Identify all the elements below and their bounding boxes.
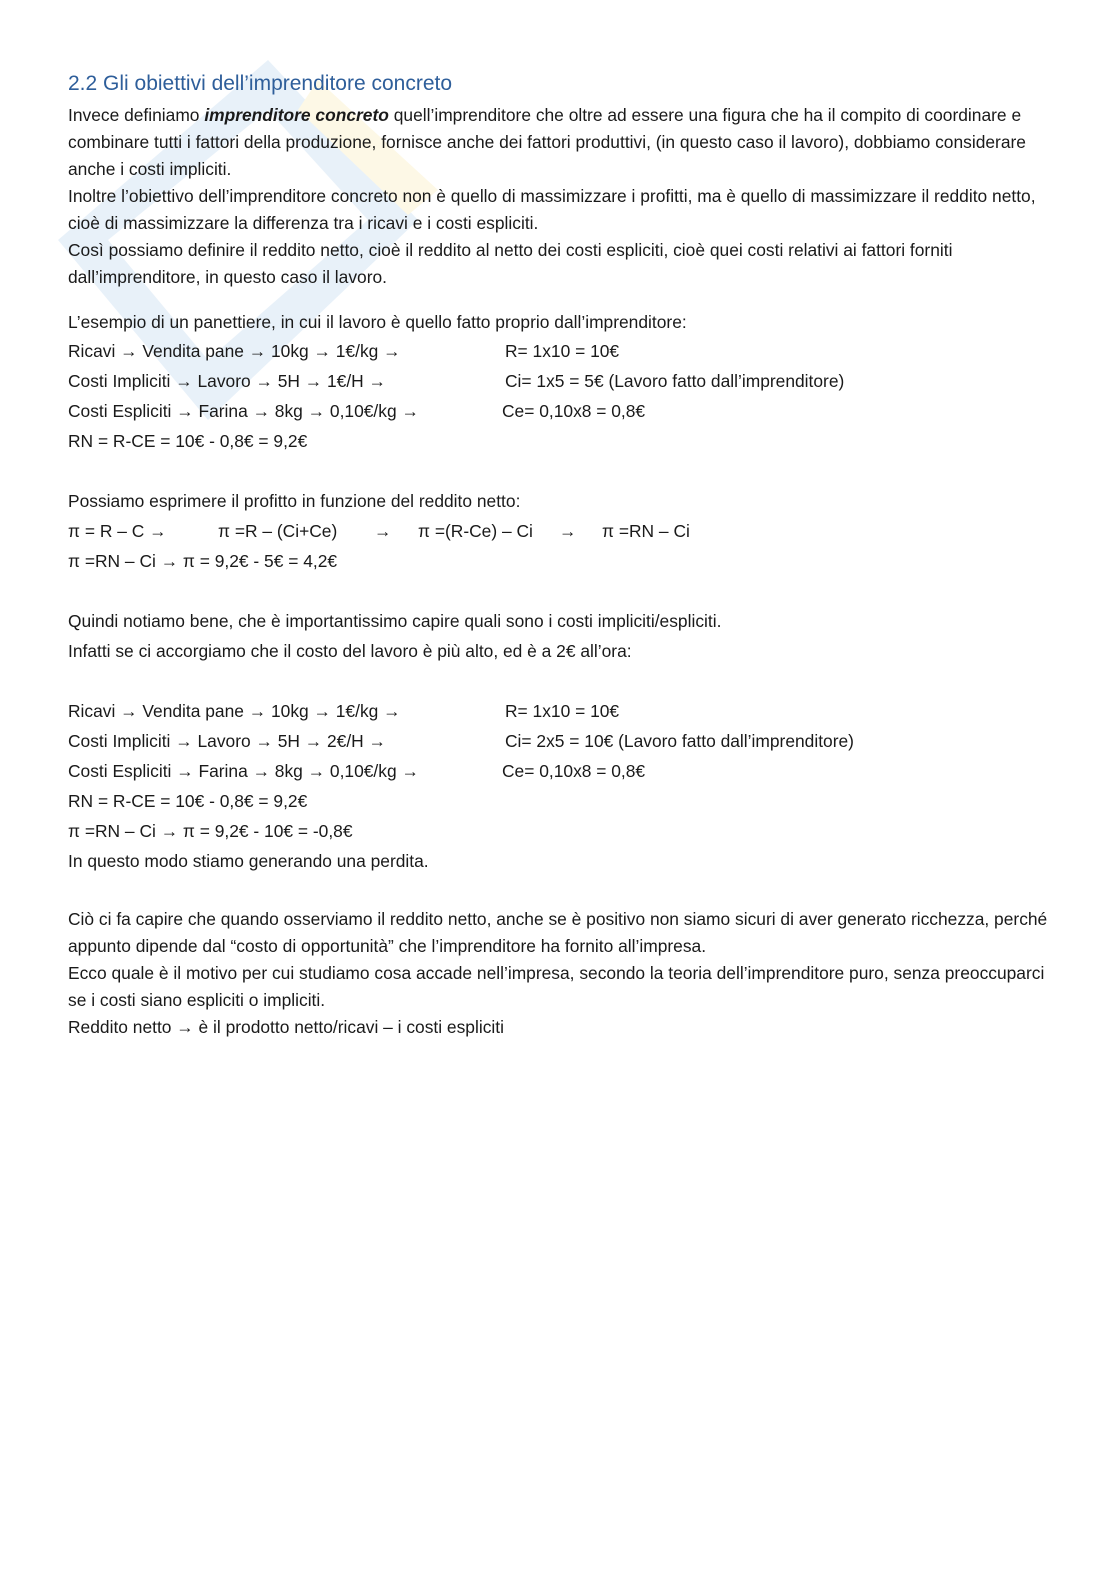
intro-paragraph-1 [68,102,1053,183]
intro-paragraph-2: Inoltre l’obiettivo dell’imprenditore concreto non è quello di massimizzare i profitti, ma è quello di massimizzare il reddito netto, cioè di massimizzare la differenza tra i ricavi e i costi espliciti. [68,186,1036,233]
row-value: Ce= 0,10x8 = 0,8€ [502,401,646,421]
row-value: R= 1x10 = 10€ [505,701,620,721]
formula-part: π =RN – Ci [602,521,690,541]
document-page [68,70,1053,1041]
example1-row-ricavi [68,336,1053,366]
row-value: Ci= 2x5 = 10€ (Lavoro fatto dall’imprenditore) [505,731,854,751]
example2-row-espliciti [68,756,1053,786]
row-label: Ricavi → Vendita pane → 10kg → 1€/kg → [68,701,401,721]
conclusion-paragraph-3: Reddito netto → è il prodotto netto/ricavi – i costi espliciti [68,1017,504,1037]
intro-text-cont: quell’imprenditore che oltre ad essere una figura che ha il compito di coordinare e combinare tutti i fattori della produzione, fornisce anche dei fattori produttivi, (in questo caso il lavoro), dobbiamo considerare anche i costi impliciti. [68,105,1026,179]
example1-intro: L’esempio di un panettiere, in cui il lavoro è quello fatto proprio dall’imprenditore: [68,312,687,332]
row-label: Costi Espliciti → Farina → 8kg → 0,10€/kg → [68,761,419,781]
example2-row-impliciti [68,726,1053,756]
example1-row-espliciti [68,396,1053,426]
formula-part: π =R – (Ci+Ce) [218,521,338,541]
row-value: R= 1x10 = 10€ [505,341,620,361]
profit-formula [68,516,1053,546]
example1-row-impliciti [68,366,1053,396]
example2-rn: RN = R-CE = 10€ - 0,8€ = 9,2€ [68,791,308,811]
formula-part: π =(R-Ce) – Ci [418,521,533,541]
row-value: Ci= 1x5 = 5€ (Lavoro fatto dall’imprenditore) [505,371,845,391]
formula-part: π = R – C → [68,521,167,541]
example1-rn: RN = R-CE = 10€ - 0,8€ = 9,2€ [68,431,308,451]
example2-row-ricavi [68,696,1053,726]
formula-part: → [559,521,577,541]
formula-part: → [374,521,392,541]
example2-loss: In questo modo stiamo generando una perdita. [68,851,429,871]
profit-line-2: π =RN – Ci → π = 9,2€ - 5€ = 4,2€ [68,551,338,571]
row-value: Ce= 0,10x8 = 0,8€ [502,761,646,781]
middle-paragraph-2: Infatti se ci accorgiamo che il costo del lavoro è più alto, ed è a 2€ all’ora: [68,641,632,661]
intro-paragraph-3: Così possiamo definire il reddito netto, cioè il reddito al netto dei costi espliciti, cioè quei costi relativi ai fattori forniti dall’imprenditore, in questo caso il lavoro. [68,240,953,287]
middle-paragraph-1: Quindi notiamo bene, che è importantissimo capire quali sono i costi impliciti/espliciti. [68,611,722,631]
conclusion-paragraph-2: Ecco quale è il motivo per cui studiamo cosa accade nell’impresa, secondo la teoria dell’imprenditore puro, senza preoccuparci se i costi siano espliciti o impliciti. [68,963,1045,1010]
intro-text: Invece definiamo [68,105,205,125]
row-label: Ricavi → Vendita pane → 10kg → 1€/kg → [68,341,401,361]
section-heading: 2.2 Gli obiettivi dell’imprenditore concreto [68,72,453,95]
key-term: imprenditore concreto [204,105,389,125]
row-label: Costi Espliciti → Farina → 8kg → 0,10€/kg → [68,401,419,421]
profit-intro: Possiamo esprimere il profitto in funzione del reddito netto: [68,491,521,511]
row-label: Costi Impliciti → Lavoro → 5H → 2€/H → [68,731,386,751]
example2-pi: π =RN – Ci → π = 9,2€ - 10€ = -0,8€ [68,821,353,841]
row-label: Costi Impliciti → Lavoro → 5H → 1€/H → [68,371,386,391]
conclusion-paragraph-1: Ciò ci fa capire che quando osserviamo il reddito netto, anche se è positivo non siamo sicuri di aver generato ricchezza, perché appunto dipende dal “costo di opportunità” che l’imprenditore ha fornito all’impresa. [68,909,1048,956]
